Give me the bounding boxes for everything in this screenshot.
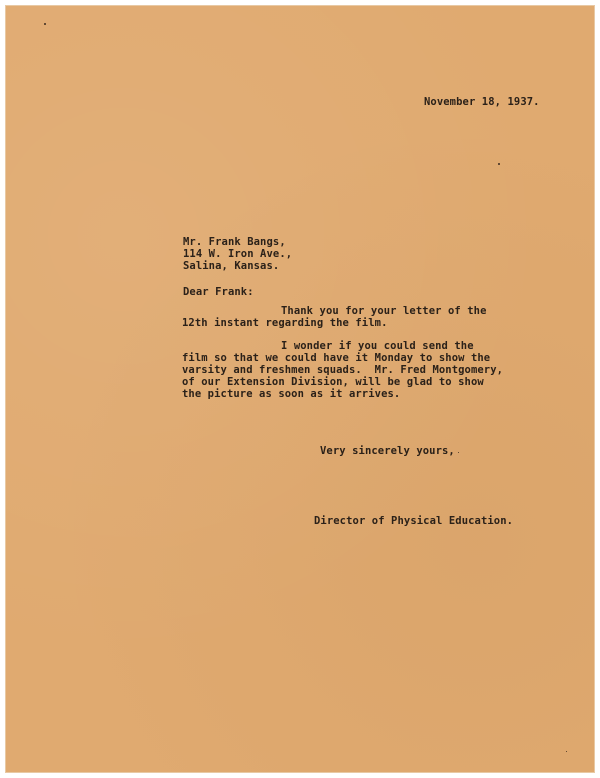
letter-page (6, 6, 594, 772)
paragraph2-line3: varsity and freshmen squads. Mr. Fred Montgomery, (182, 364, 504, 376)
paragraph2-line5: the picture as soon as it arrives. (182, 388, 401, 400)
paragraph2-line2: film so that we could have it Monday to show the (182, 352, 491, 364)
letter-date: November 18, 1937. (424, 96, 540, 108)
paragraph2-line4: of our Extension Division, will be glad to show (182, 376, 484, 388)
closing: Very sincerely yours, (320, 445, 455, 457)
signature-title: Director of Physical Education. (314, 515, 514, 527)
paper-speck (458, 452, 459, 453)
paper-speck (44, 23, 46, 25)
paragraph1-line1: Thank you for your letter of the (281, 305, 487, 317)
paper-speck (498, 163, 500, 165)
paragraph1-line2: 12th instant regarding the film. (182, 317, 388, 329)
recipient-city: Salina, Kansas. (183, 260, 280, 272)
paper-speck (566, 751, 567, 752)
recipient-name: Mr. Frank Bangs, (183, 236, 286, 248)
salutation: Dear Frank: (183, 286, 254, 298)
recipient-street: 114 W. Iron Ave., (183, 248, 293, 260)
paragraph2-line1: I wonder if you could send the (281, 340, 474, 352)
